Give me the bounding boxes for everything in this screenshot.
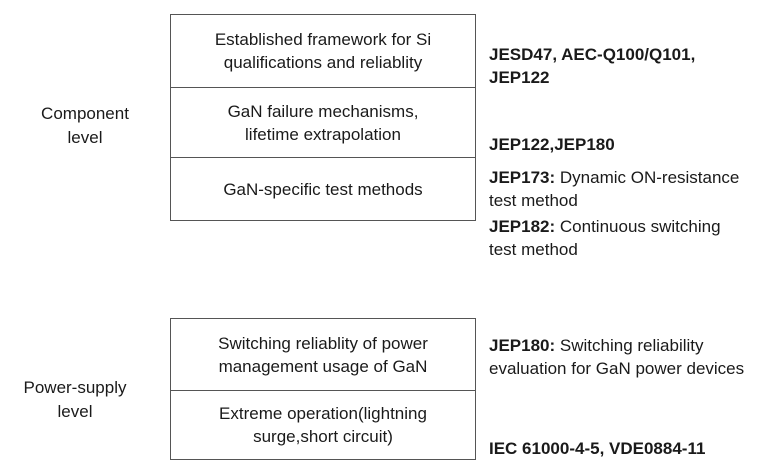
power-supply-row-2: Extreme operation(lightning surge,short circuit) <box>219 404 427 446</box>
standard-jep182 <box>489 215 780 261</box>
component-level-label: Component level <box>41 104 129 147</box>
standard-jep122-jep180 <box>489 110 780 156</box>
component-level-box <box>170 14 476 221</box>
standard-desc: Continuous switching test method <box>489 217 721 259</box>
standard-code: JEP180: <box>489 336 556 355</box>
standard-code: IEC 61000-4-5, VDE0884-11 <box>489 439 706 458</box>
power-supply-row-1: Switching reliablity of power management usage of GaN <box>171 319 475 391</box>
component-row-3: GaN-specific test methods <box>223 179 423 199</box>
standard-desc: Dynamic ON-resistance test method <box>489 168 740 210</box>
standard-jep173 <box>489 166 780 212</box>
standard-iec61000 <box>489 414 780 460</box>
standard-code: JEP122,JEP180 <box>489 135 615 154</box>
standard-code: JEP173: <box>489 168 556 187</box>
component-row-1: Established framework for Si qualifications and reliablity <box>171 15 475 88</box>
standard-code: JEP182: <box>489 217 556 236</box>
standard-desc: Switching reliability evaluation for GaN power devices <box>489 336 745 378</box>
standard-jep180-switching <box>489 334 779 380</box>
power-supply-level-box <box>170 318 476 460</box>
power-supply-level-label: Power-supply level <box>23 378 127 421</box>
standard-code: JESD47, AEC-Q100/Q101, JEP122 <box>489 45 696 87</box>
standard-jesd47 <box>489 20 780 89</box>
component-row-2: GaN failure mechanisms, lifetime extrapolation <box>171 88 475 158</box>
